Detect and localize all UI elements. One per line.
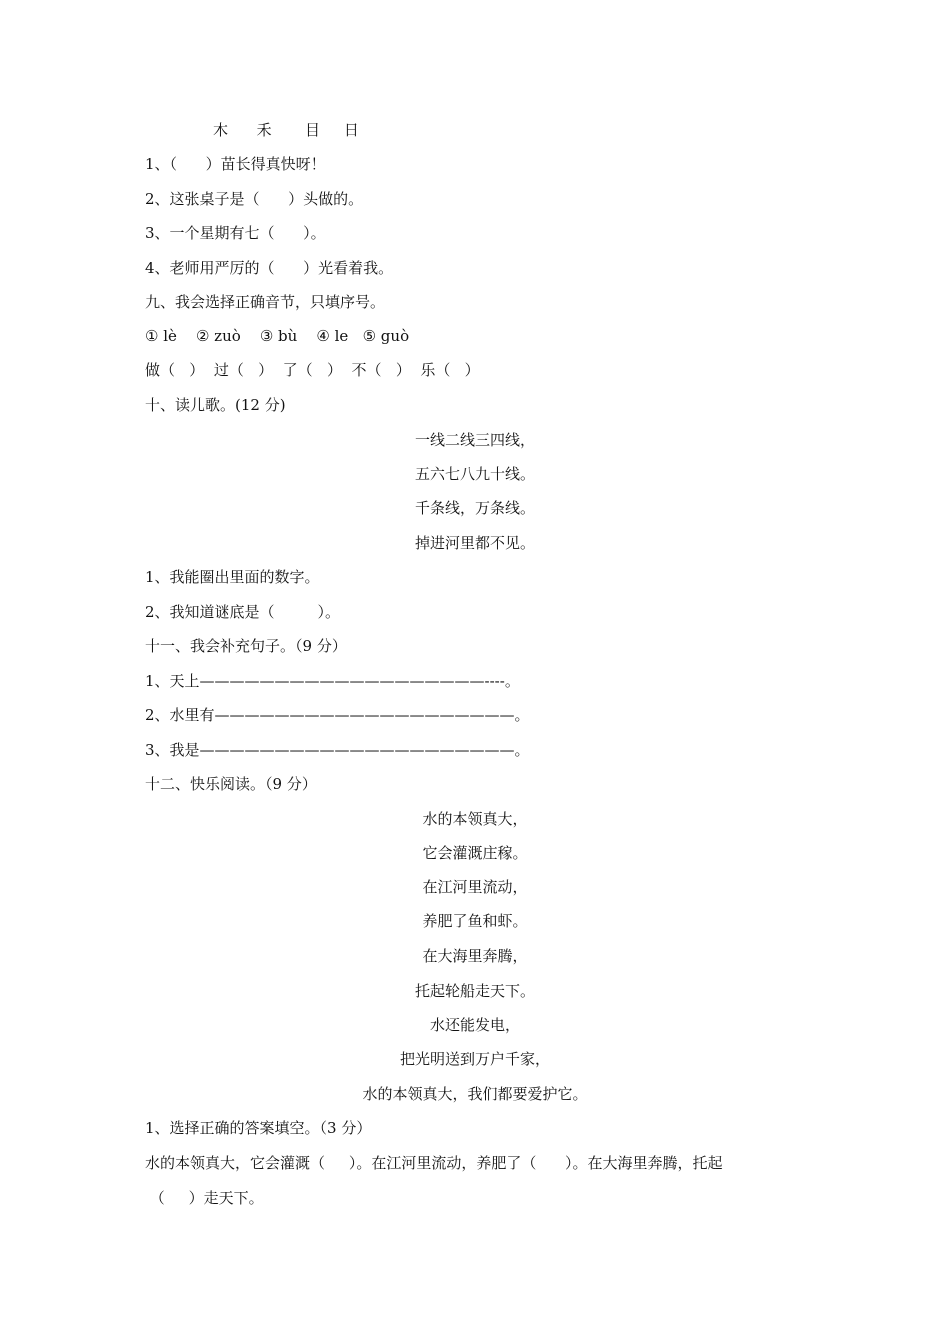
s12-question-title: 1、选择正确的答案填空。（3 分） [145, 1119, 372, 1137]
s8-item-4: 4、老师用严厉的（ ）光看着我。 [145, 259, 394, 277]
s11-item-1: 1、天上———————————————————----。 [145, 672, 520, 690]
s12-poem-9: 水的本领真大，我们都要爱护它。 [362, 1085, 588, 1103]
s12-title: 十二、快乐阅读。（9 分） [145, 775, 317, 793]
s12-poem-5: 在大海里奔腾， [422, 947, 528, 965]
s12-poem-3: 在江河里流动， [422, 878, 528, 896]
s12-poem-4: 养肥了鱼和虾。 [422, 912, 528, 930]
s12-poem-6: 托起轮船走天下。 [414, 982, 535, 1000]
s10-q2: 2、我知道谜底是（ ）。 [145, 603, 340, 621]
s12-poem-8: 把光明送到万户千家， [399, 1050, 550, 1068]
s10-q1: 1、我能圈出里面的数字。 [145, 568, 320, 586]
s8-item-1: 1、（ ）苗长得真快呀！ [145, 155, 326, 173]
s8-item-3: 3、一个星期有七（ ）。 [145, 224, 326, 242]
s11-item-3: 3、我是—————————————————————。 [145, 741, 530, 759]
s12-poem-1: 水的本领真大， [422, 810, 528, 828]
s10-poem-3: 千条线，万条线。 [414, 499, 535, 517]
s11-title: 十一、我会补充句子。（9 分） [145, 637, 347, 655]
s9-title: 九、我会选择正确音节，只填序号。 [145, 293, 386, 311]
s12-poem-2: 它会灌溉庄稼。 [422, 844, 528, 862]
s10-poem-4: 掉进河里都不见。 [414, 534, 535, 552]
s8-item-2: 2、这张桌子是（ ）头做的。 [145, 190, 364, 208]
s12-poem-7: 水还能发电， [429, 1016, 520, 1034]
s9-blanks: 做（ ） 过（ ） 了（ ） 不（ ） 乐（ ） [145, 361, 480, 379]
s10-poem-2: 五六七八九十线。 [414, 465, 535, 483]
s10-poem-1: 一线二线三四线， [414, 431, 535, 449]
chars-row: 木 禾 目 日 [213, 121, 359, 139]
s12-question-text-1: 水的本领真大，它会灌溉（ ）。在江河里流动，养肥了（ ）。在大海里奔腾，托起 [145, 1154, 723, 1172]
s11-item-2: 2、水里有————————————————————。 [145, 706, 530, 724]
s12-question-text-2: （ ）走天下。 [145, 1189, 264, 1207]
s9-options: ① lè ② zuò ③ bù ④ le ⑤ guò [145, 327, 410, 345]
s10-title: 十、读儿歌。(12 分) [145, 396, 286, 414]
